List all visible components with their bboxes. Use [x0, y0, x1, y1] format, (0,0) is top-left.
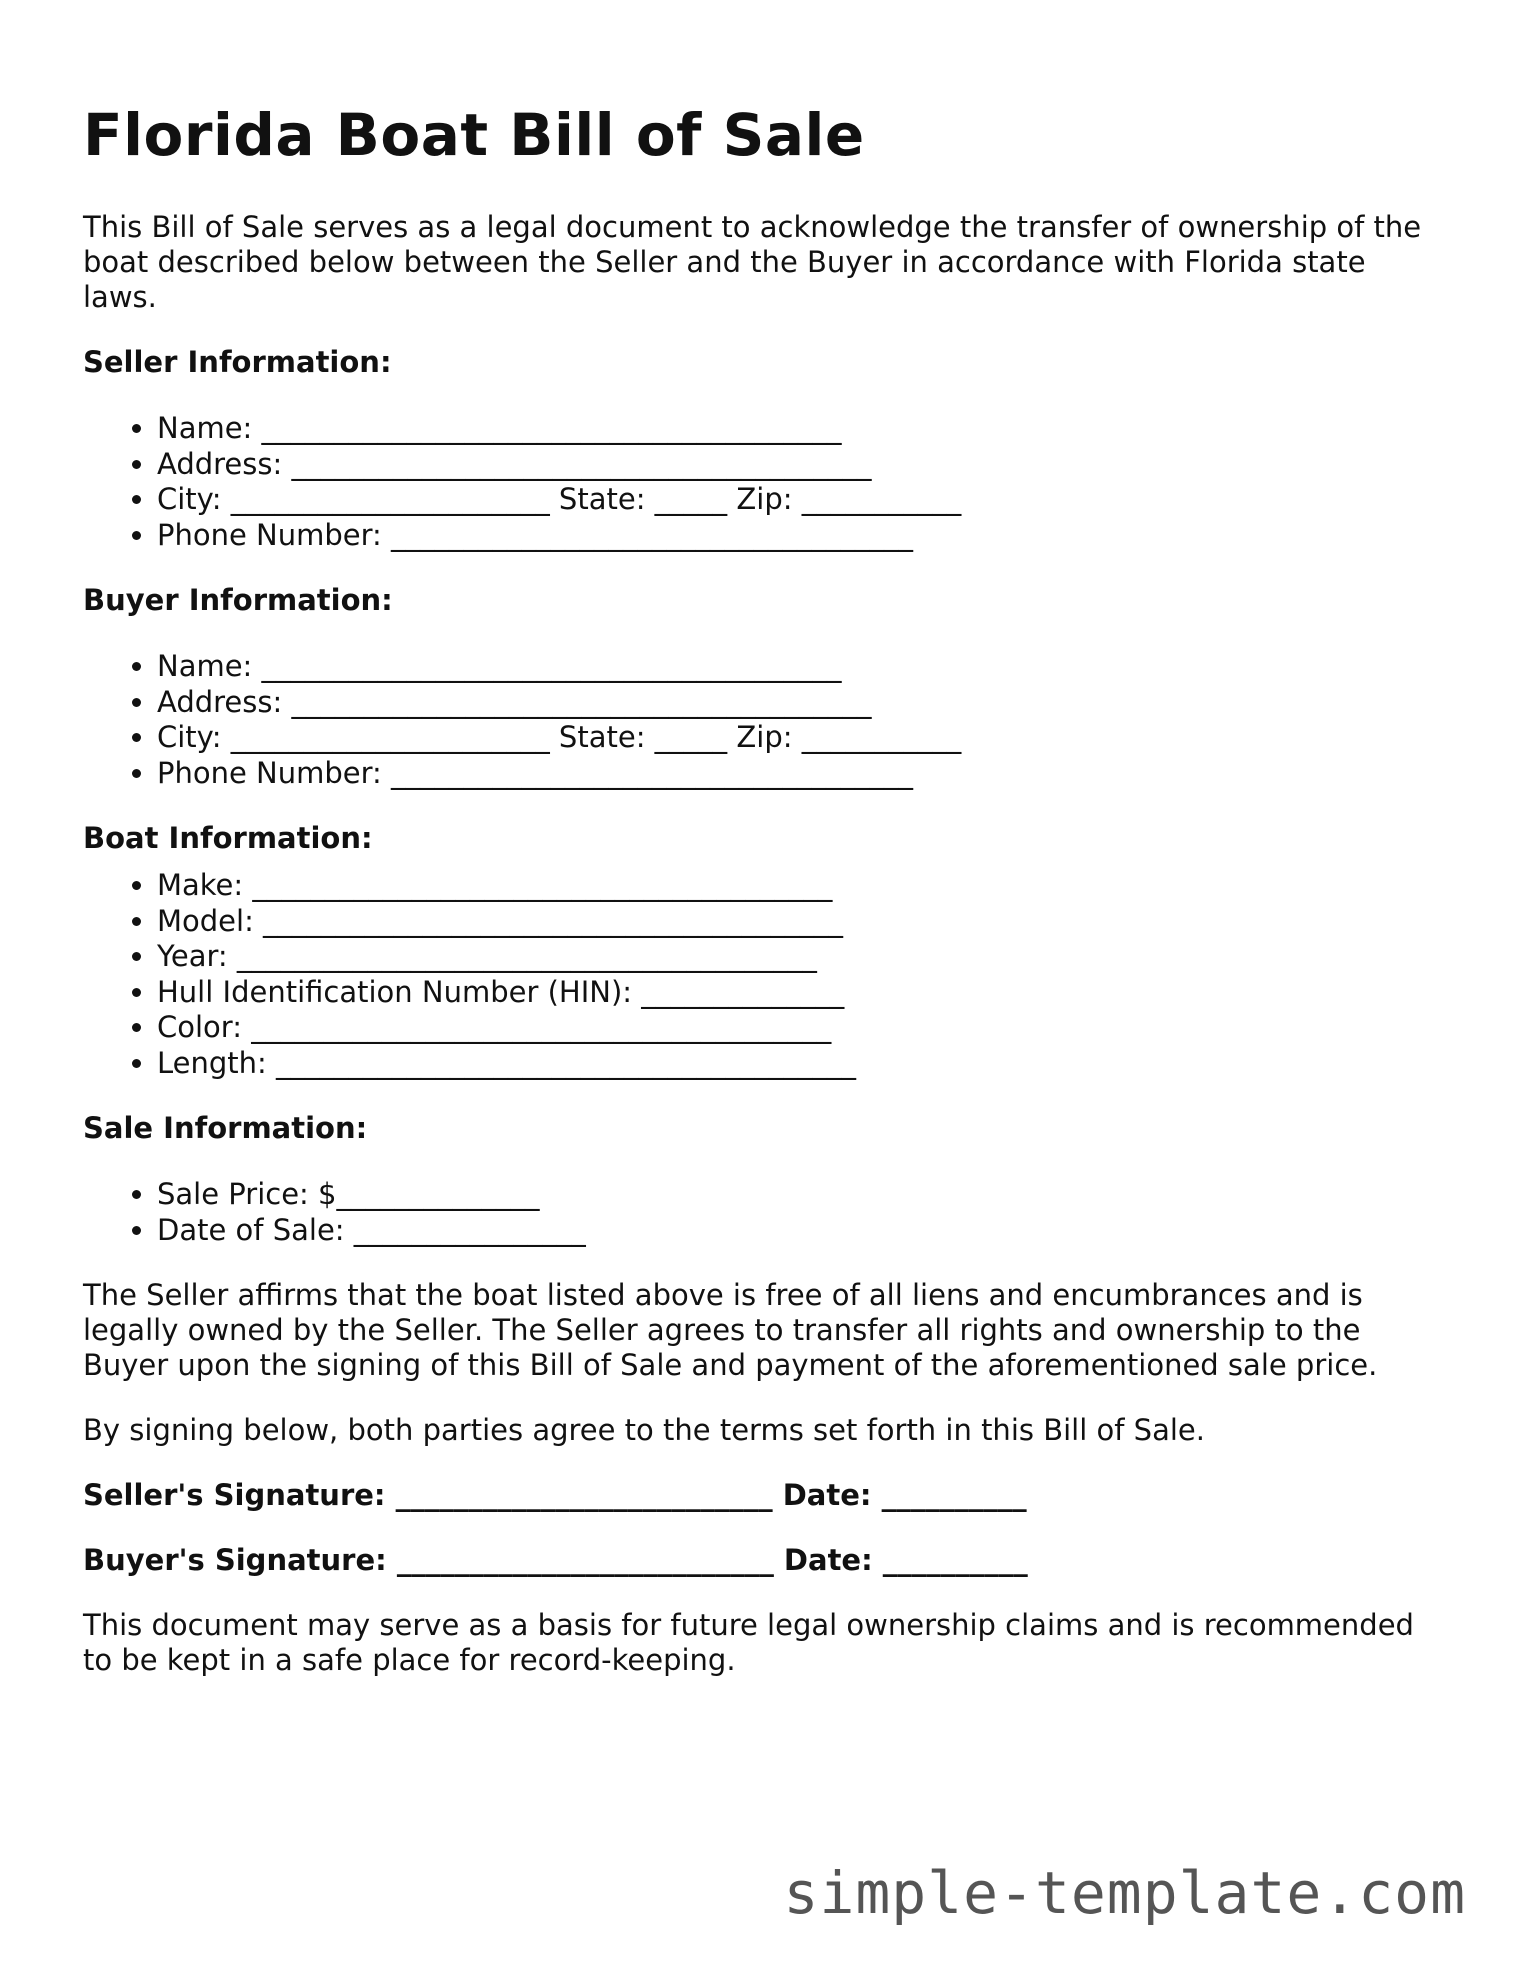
seller-address-field[interactable]: • Address: ________________________________________ — [157, 447, 1423, 483]
watermark-logo: simple-template.com — [783, 1859, 1466, 1927]
sale-date-field[interactable]: • Date of Sale: ________________ — [157, 1213, 1423, 1249]
buyer-address-field[interactable]: • Address: ________________________________________ — [157, 685, 1423, 721]
intro-paragraph: This Bill of Sale serves as a legal document to acknowledge the transfer of ownership of the boat described below between the Seller and the Buyer in accordance with Florida state laws. — [83, 210, 1422, 314]
sale-price-field[interactable]: • Sale Price: $______________ — [157, 1177, 1423, 1213]
buyer-name-field[interactable]: • Name: ________________________________________ — [157, 649, 1423, 685]
closing-paragraph: This document may serve as a basis for future legal ownership claims and is recommended to be kept in a safe place for record-keeping. — [83, 1608, 1414, 1677]
seller-info-heading: Seller Information: — [83, 345, 392, 379]
buyer-info-list — [83, 649, 1423, 791]
buyer-signature-line[interactable]: Buyer's Signature: __________________________ Date: __________ — [83, 1543, 1028, 1577]
boat-length-field[interactable]: • Length: ________________________________________ — [157, 1046, 1423, 1082]
buyer-phone-field[interactable]: • Phone Number: ____________________________________ — [157, 756, 1423, 792]
boat-info-heading: Boat Information: — [83, 821, 373, 855]
boat-color-field[interactable]: • Color: ________________________________________ — [157, 1010, 1423, 1046]
boat-model-field[interactable]: • Model: ________________________________________ — [157, 904, 1423, 940]
boat-hin-field[interactable]: • Hull Identification Number (HIN): ______________ — [157, 975, 1423, 1011]
sale-info-heading: Sale Information: — [83, 1111, 368, 1145]
buyer-city-state-zip-field[interactable]: • City: ______________________ State: _____ Zip: ___________ — [157, 720, 1423, 756]
seller-signature-line[interactable]: Seller's Signature: __________________________ Date: __________ — [83, 1478, 1027, 1512]
agreement-paragraph: By signing below, both parties agree to the terms set forth in this Bill of Sale. — [83, 1413, 1205, 1447]
document-title: Florida Boat Bill of Sale — [83, 101, 865, 169]
seller-city-state-zip-field[interactable]: • City: ______________________ State: _____ Zip: ___________ — [157, 482, 1423, 518]
seller-info-list — [83, 411, 1423, 553]
boat-make-field[interactable]: • Make: ________________________________________ — [157, 868, 1423, 904]
affirmation-paragraph: The Seller affirms that the boat listed above is free of all liens and encumbrances and is legally owned by the Seller. The Seller agrees to transfer all rights and ownership to the Buyer upon the signing of this Bill of Sale and payment of the aforementioned sale price. — [83, 1278, 1378, 1382]
seller-phone-field[interactable]: • Phone Number: ____________________________________ — [157, 518, 1423, 554]
boat-year-field[interactable]: • Year: ________________________________________ — [157, 939, 1423, 975]
seller-name-field[interactable]: • Name: ________________________________________ — [157, 411, 1423, 447]
buyer-info-heading: Buyer Information: — [83, 583, 393, 617]
document-page — [83, 100, 1423, 1678]
boat-info-list — [83, 868, 1423, 1081]
sale-info-list — [83, 1177, 1423, 1248]
